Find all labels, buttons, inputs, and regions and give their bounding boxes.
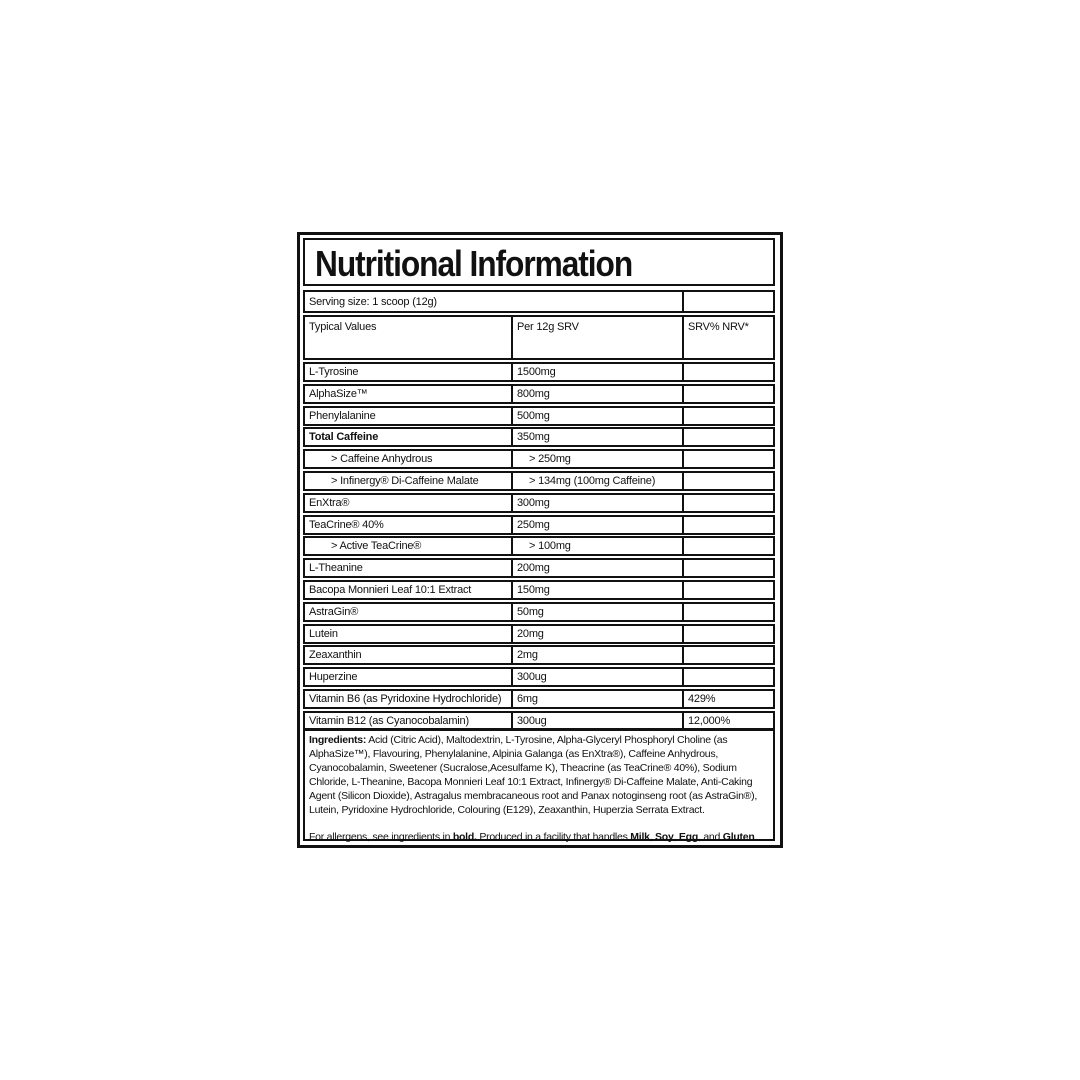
nutrient-nrv — [684, 647, 773, 663]
header-typical-values: Typical Values — [305, 317, 513, 358]
nutrient-name: Zeaxanthin — [305, 647, 513, 663]
nutrient-nrv — [684, 560, 773, 576]
nutrient-name: Vitamin B6 (as Pyridoxine Hydrochloride) — [305, 691, 513, 707]
nutrient-nrv — [684, 408, 773, 424]
nutrition-panel — [297, 232, 783, 848]
nutrient-nrv — [684, 364, 773, 380]
nutrient-amount: > 134mg (100mg Caffeine) — [513, 473, 684, 489]
nutrient-name: Total Caffeine — [305, 429, 513, 445]
nutrient-name: AlphaSize™ — [305, 386, 513, 402]
nutrient-amount: 50mg — [513, 604, 684, 620]
nutrient-row — [303, 580, 775, 600]
nutrient-name: Phenylalanine — [305, 408, 513, 424]
ingredients-label: Ingredients: — [309, 734, 367, 746]
serving-size-empty — [684, 292, 773, 311]
nutrient-row — [303, 667, 775, 687]
nutrient-row — [303, 558, 775, 578]
panel-title: Nutritional Information — [303, 238, 775, 286]
nutrient-name: > Caffeine Anhydrous — [305, 451, 513, 467]
nutrient-nrv — [684, 386, 773, 402]
nutrient-name: > Infinergy® Di-Caffeine Malate — [305, 473, 513, 489]
nutrient-name: L-Tyrosine — [305, 364, 513, 380]
nutrient-amount: 300mg — [513, 495, 684, 511]
ingredients-paragraph — [309, 733, 769, 817]
nutrient-row — [303, 449, 775, 469]
nutrient-name: AstraGin® — [305, 604, 513, 620]
nutrient-name: Bacopa Monnieri Leaf 10:1 Extract — [305, 582, 513, 598]
nutrient-nrv — [684, 669, 773, 685]
nutrient-amount: 500mg — [513, 408, 684, 424]
nutrient-row — [303, 624, 775, 644]
nutrient-row — [303, 384, 775, 404]
nutrient-row — [303, 602, 775, 622]
nutrient-amount: > 250mg — [513, 451, 684, 467]
nutrient-row — [303, 536, 775, 556]
nutrient-name: L-Theanine — [305, 560, 513, 576]
nutrient-row — [303, 427, 775, 447]
nutrient-row — [303, 471, 775, 491]
nutrient-nrv — [684, 517, 773, 533]
nutrient-row — [303, 362, 775, 382]
nutrient-name: Vitamin B12 (as Cyanocobalamin) — [305, 713, 513, 729]
nutrient-row — [303, 493, 775, 513]
nutrient-name: Huperzine — [305, 669, 513, 685]
nutrient-nrv — [684, 626, 773, 642]
nutrient-amount: > 100mg — [513, 538, 684, 554]
nutrient-row — [303, 515, 775, 535]
nutrient-nrv — [684, 429, 773, 445]
nutrient-nrv — [684, 473, 773, 489]
serving-size-row — [303, 290, 775, 313]
serving-size: Serving size: 1 scoop (12g) — [305, 292, 684, 311]
nutrient-amount: 300ug — [513, 713, 684, 729]
nutrient-amount: 20mg — [513, 626, 684, 642]
nutrient-amount: 6mg — [513, 691, 684, 707]
nutrient-amount: 800mg — [513, 386, 684, 402]
nutrient-amount: 150mg — [513, 582, 684, 598]
ingredients-text: Acid (Citric Acid), Maltodextrin, L-Tyrosine, Alpha-Glyceryl Phosphoryl Choline (as AlphaSize™), Flavouring, Phenylalanine, Alpinia Galanga (as EnXtra®), Caffeine Anhydrous, Cyanocobalamin, Sweetener (Sucralose,Acesulfame K), Theacrine (as TeaCrine® 40%), Sodium Chloride, L-Theanine, Bacopa Monnieri Leaf 10:1 Extract, Infinergy® Di-Caffeine Malate, Anti-Caking Agent (Silicon Dioxide), Astragalus membracaneous root and Panax notoginseng root (as AstraGin®), Lutein, Pyridoxine Hydrochloride, Colouring (E129), Zeaxanthin, Huperzia Serrata Extract. — [309, 734, 758, 816]
header-nrv: SRV% NRV* — [688, 321, 749, 333]
nutrient-name: > Active TeaCrine® — [305, 538, 513, 554]
header-per-serving: Per 12g SRV — [513, 317, 684, 358]
nutrient-nrv — [684, 604, 773, 620]
ingredients-block — [303, 728, 775, 841]
header-row — [303, 315, 775, 360]
nutrient-row — [303, 645, 775, 665]
nutrient-amount: 2mg — [513, 647, 684, 663]
nutrient-nrv — [684, 451, 773, 467]
nutrient-row — [303, 689, 775, 709]
nutrient-name: Lutein — [305, 626, 513, 642]
nutrient-nrv: 12,000% — [688, 714, 731, 727]
allergen-statement: For allergens, see ingredients in bold. Produced in a facility that handles Milk, Soy, Egg, and Gluten. — [309, 831, 758, 843]
nutrient-row — [303, 406, 775, 426]
nutrient-nrv — [684, 538, 773, 554]
nutrient-amount: 250mg — [513, 517, 684, 533]
nutrient-amount: 350mg — [513, 429, 684, 445]
nutrient-name: TeaCrine® 40% — [305, 517, 513, 533]
nutrient-amount: 200mg — [513, 560, 684, 576]
nutrient-amount: 1500mg — [513, 364, 684, 380]
nutrient-amount: 300ug — [513, 669, 684, 685]
nutrient-nrv — [684, 582, 773, 598]
nutrient-nrv: 429% — [688, 693, 716, 705]
nutrient-name: EnXtra® — [305, 495, 513, 511]
nutrient-nrv — [684, 495, 773, 511]
